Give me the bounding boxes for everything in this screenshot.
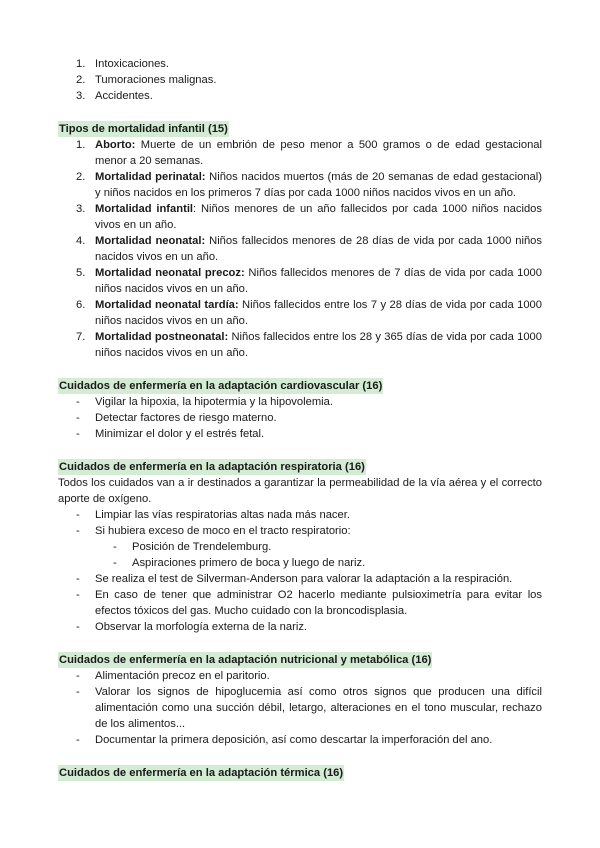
cardio-list	[58, 394, 542, 442]
list-item: - Vigilar la hipoxia, la hipotermia y la hipovolemia.	[76, 396, 333, 408]
list-item: 3. Mortalidad infantil: Niños menores de un año fallecidos por cada 1000 niños nacidos vivos en un año.	[76, 203, 542, 231]
resp-section	[58, 459, 542, 635]
list-item: 4. Mortalidad neonatal: Niños fallecidos menores de 28 días de vida por cada 1000 niños nacidos vivos en un año.	[76, 235, 542, 263]
termica-section	[58, 765, 542, 781]
section-heading: Cuidados de enfermería en la adaptación nutricional y metabólica (16)	[59, 654, 432, 666]
list-item: 3. Accidentes.	[76, 90, 153, 102]
resp-intro: Todos los cuidados van a ir destinados a garantizar la permeabilidad de la vía aérea y el correcto aporte de oxígeno.	[58, 477, 542, 505]
mortality-list	[58, 137, 542, 361]
list-item: 7. Mortalidad postneonatal: Niños fallecidos entre los 28 y 365 días de vida por cada 1000 niños nacidos vivos en un año.	[76, 331, 542, 359]
list-item: - Posición de Trendelemburg.	[113, 541, 272, 553]
section-heading: Cuidados de enfermería en la adaptación respiratoria (16)	[59, 461, 365, 473]
list-item: - Documentar la primera deposición, así como descartar la imperforación del ano.	[76, 734, 493, 746]
resp-list-cont	[58, 571, 542, 635]
list-item: - Aspiraciones primero de boca y luego de nariz.	[113, 557, 366, 569]
list-item: 2. Mortalidad perinatal: Niños nacidos muertos (más de 20 semanas de edad gestacional) y niños nacidos en los primeros 7 días por cada 1000 niños nacidos vivos en un año.	[76, 171, 542, 199]
list-item: - Si hubiera exceso de moco en el tracto respiratorio:	[76, 525, 351, 537]
list-item: - Se realiza el test de Silverman-Anderson para valorar la adaptación a la respiración.	[76, 573, 513, 585]
list-item: - Limpiar las vías respiratorias altas nada más nacer.	[76, 509, 350, 521]
list-item: - Observar la morfología externa de la nariz.	[76, 621, 308, 633]
resp-list	[58, 507, 542, 539]
nutri-section	[58, 652, 542, 748]
list-item: 6. Mortalidad neonatal tardía: Niños fallecidos entre los 7 y 28 días de vida por cada 1000 niños nacidos vivos en un año.	[76, 299, 543, 327]
cardio-section	[58, 378, 542, 442]
list-item: 2. Tumoraciones malignas.	[76, 74, 217, 86]
list-item: 1. Intoxicaciones.	[76, 58, 170, 70]
document-content	[58, 56, 542, 781]
list-item: - Valorar los signos de hipoglucemia así como otros signos que producen una difícil alimentación como una succión débil, letargo, alteraciones en el tono muscular, rechazo de los alimentos...	[76, 686, 542, 730]
section-heading: Cuidados de enfermería en la adaptación térmica (16)	[59, 767, 344, 779]
resp-sublist	[58, 539, 542, 571]
list-item: 1. Aborto: Muerte de un embrión de peso menor a 500 gramos o de edad gestacional menor a 20 semanas.	[76, 139, 542, 167]
list-item: - Minimizar el dolor y el estrés fetal.	[76, 428, 265, 440]
section-heading: Cuidados de enfermería en la adaptación cardiovascular (16)	[59, 380, 383, 392]
list-item: 5. Mortalidad neonatal precoz: Niños fallecidos menores de 7 días de vida por cada 1000 niños nacidos vivos en un año.	[76, 267, 542, 295]
mortality-section	[58, 121, 542, 361]
list-item: - Detectar factores de riesgo materno.	[76, 412, 277, 424]
section-heading: Tipos de mortalidad infantil (15)	[59, 123, 228, 135]
nutri-list	[58, 668, 542, 748]
list-item: - En caso de tener que administrar O2 hacerlo mediante pulsioximetría para evitar los efectos tóxicos del gas. Mucho cuidado con la broncodisplasia.	[76, 589, 542, 617]
intro-list	[58, 56, 542, 104]
list-item: - Alimentación precoz en el paritorio.	[76, 670, 270, 682]
